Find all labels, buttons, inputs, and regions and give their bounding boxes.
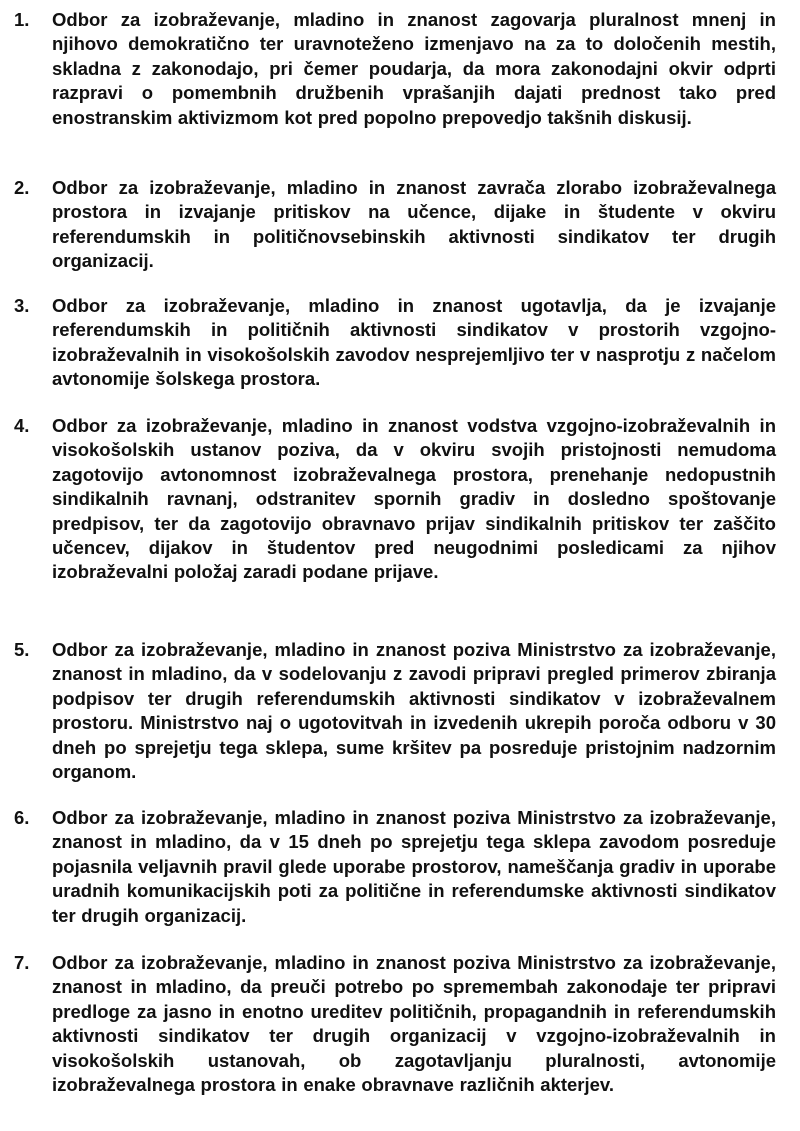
item-number: 1.: [14, 9, 30, 30]
item-text: Odbor za izobraževanje, mladino in znanost vodstva vzgojno-izobraževalnih in visokošolskih ustanov poziva, da v okviru svojih pristojnosti nemudoma zagotovijo avtonomnost izobraževalnega prostora, prenehanje nedopustnih sindikalnih ravnanj, odstranitev spornih gradiv in dosledno spoštovanje predpisov, ter da zagotovijo obravnavo prijav sindikalnih pritiskov ter zaščito učencev, dijakov in študentov pred neugodnimi posledicami za njihov izobraževalni položaj zaradi podane prijave.: [52, 415, 776, 583]
list-item: [14, 8, 776, 130]
item-text: Odbor za izobraževanje, mladino in znanost zavrača zlorabo izobraževalnega prostora in izvajanje pritiskov na učence, dijake in študente v okviru referendumskih in političnovsebinskih aktivnosti sindikatov ter drugih organizacij.: [52, 177, 776, 272]
list-item: [14, 951, 776, 1097]
item-number: 5.: [14, 639, 30, 660]
item-number: 6.: [14, 807, 30, 828]
item-number: 3.: [14, 295, 30, 316]
item-number: 4.: [14, 415, 30, 436]
item-text: Odbor za izobraževanje, mladino in znanost poziva Ministrstvo za izobraževanje, znanost in mladino, da v sodelovanju z zavodi pripravi pregled primerov zbiranja podpisov ter drugih referendumskih aktivnosti sindikatov v izobraževalnem prostoru. Ministrstvo naj o ugotovitvah in izvedenih ukrepih poroča odboru v 30 dneh po sprejetju tega sklepa, sume kršitev pa posreduje pristojnim nadzornim organom.: [52, 639, 776, 783]
list-item: [14, 294, 776, 392]
list-item: [14, 414, 776, 585]
list-item: [14, 806, 776, 928]
item-text: Odbor za izobraževanje, mladino in znanost poziva Ministrstvo za izobraževanje, znanost in mladino, da preuči potrebo po spremembah zakonodaje ter pripravi predloge za jasno in enotno ureditev političnih, propagandnih in referendumskih aktivnosti sindikatov ter drugih organizacij v vzgojno-izobraževalnih in visokošolskih ustanovah, ob zagotavljanju pluralnosti, avtonomije izobraževalnega prostora in enake obravnave različnih akterjev.: [52, 952, 776, 1096]
item-number: 2.: [14, 177, 30, 198]
list-item: [14, 176, 776, 274]
item-number: 7.: [14, 952, 30, 973]
item-text: Odbor za izobraževanje, mladino in znanost zagovarja pluralnost mnenj in njihovo demokratično ter uravnoteženo izmenjavo na za to določenih mestih, skladna z zakonodajo, pri čemer poudarja, da mora zakonodajni okvir odprti razpravi o pomembnih družbenih vprašanjih dajati prednost tako pred enostranskim aktivizmom kot pred popolno prepovedjo takšnih diskusij.: [52, 9, 776, 128]
item-text: Odbor za izobraževanje, mladino in znanost ugotavlja, da je izvajanje referendumskih in političnih aktivnosti sindikatov v prostorih vzgojno-izobraževalnih in visokošolskih zavodov nesprejemljivo ter v nasprotju z načelom avtonomije šolskega prostora.: [52, 295, 776, 390]
list-item: [14, 638, 776, 784]
item-text: Odbor za izobraževanje, mladino in znanost poziva Ministrstvo za izobraževanje, znanost in mladino, da v 15 dneh po sprejetju tega sklepa zavodom posreduje pojasnila veljavnih pravil glede uporabe prostorov, nameščanja gradiv in uporabe uradnih komunikacijskih poti za politične in referendumske aktivnosti sindikatov ter drugih organizacij.: [52, 807, 776, 926]
